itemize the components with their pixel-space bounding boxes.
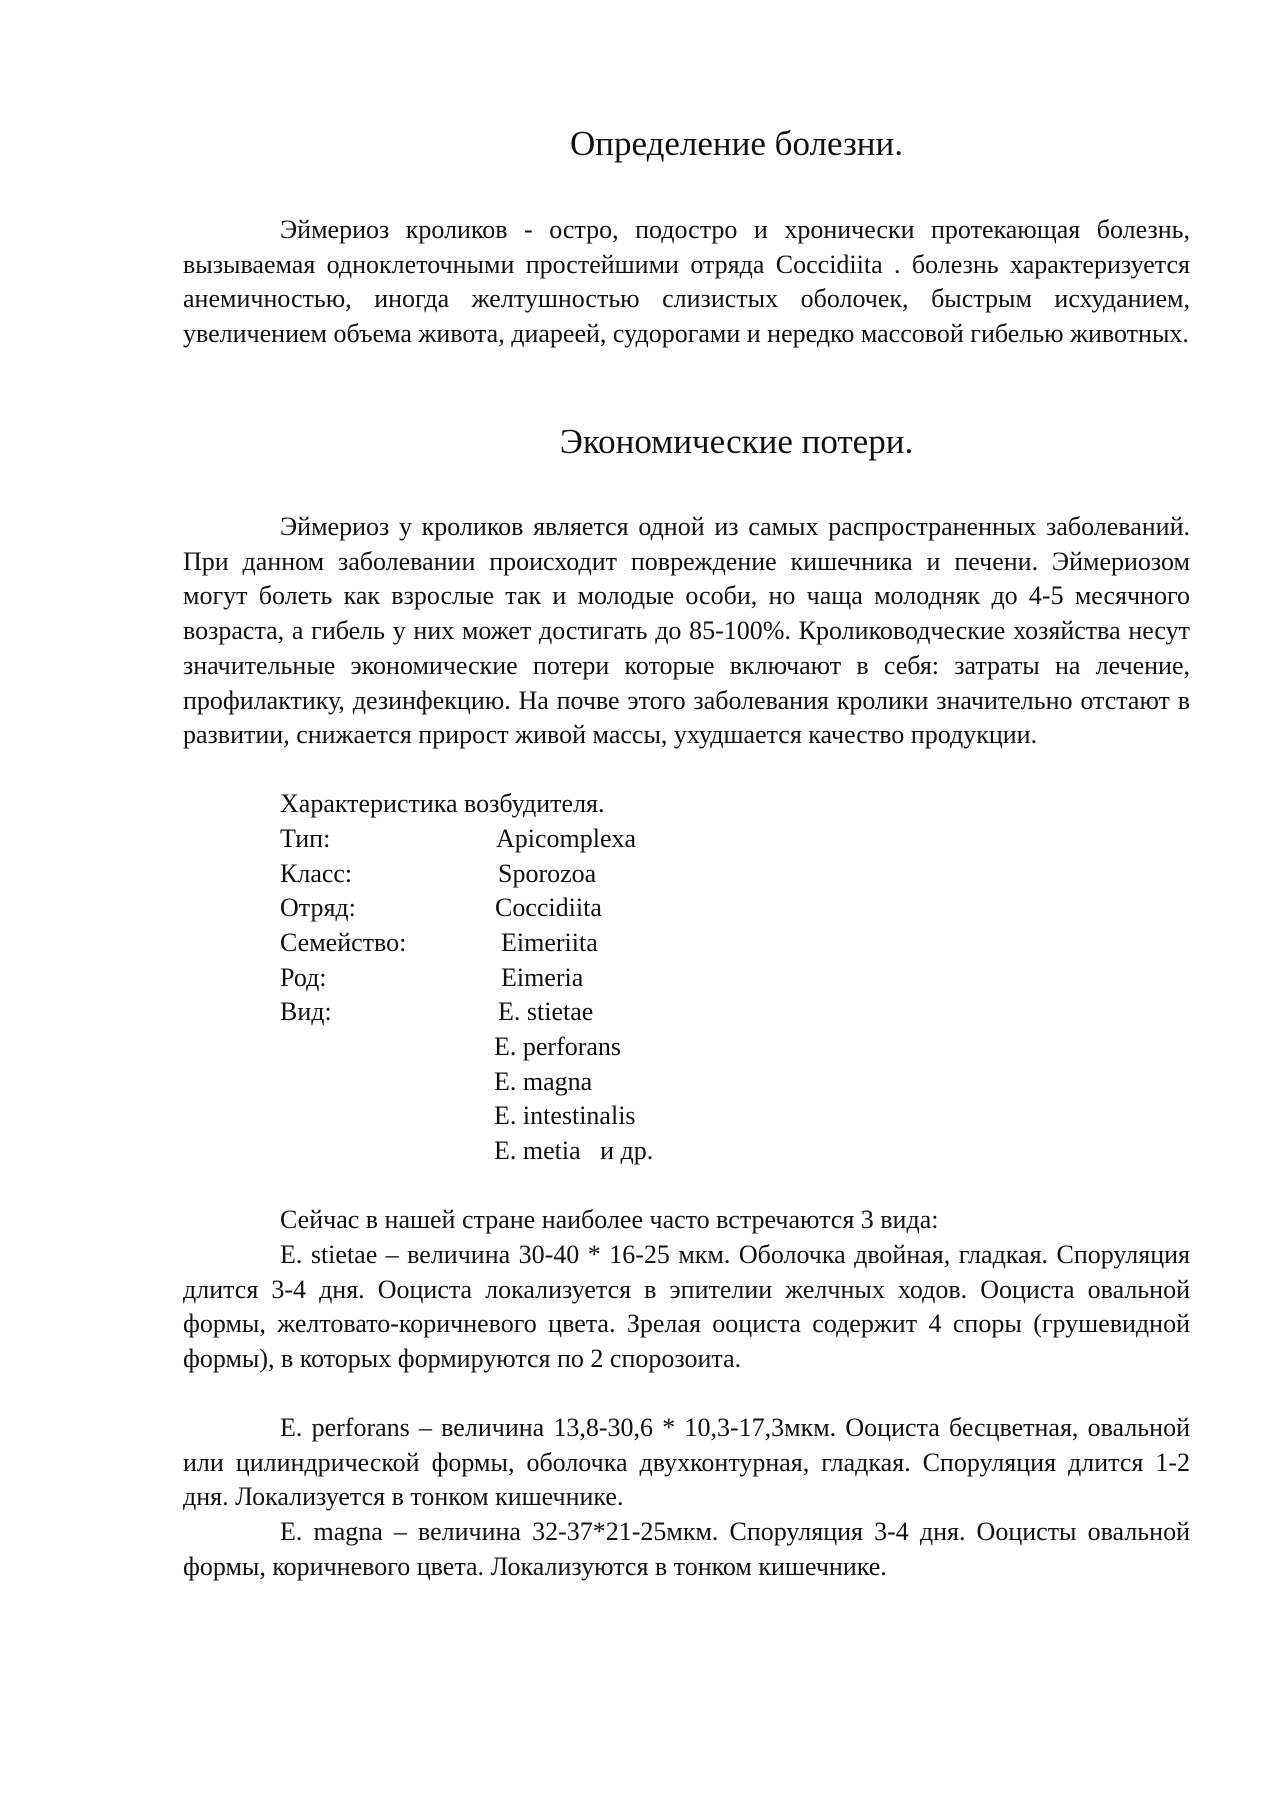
taxonomy-row (280, 1065, 880, 1100)
economic-losses-paragraph (183, 510, 1190, 753)
taxonomy-value: E. intestinalis (494, 1101, 636, 1130)
taxonomy-row (280, 1030, 880, 1065)
taxonomy-label: Отряд: (280, 893, 356, 922)
species-text: E. perforans – величина 13,8-30,6 * 10,3-17,3мкм. Ооциста бесцветная, овальной или цилиндрической формы, оболочка двухконтурная, гладкая. Споруляция длится 1-2 дня. Локализуется в тонком кишечнике. (183, 1413, 1190, 1512)
definition-paragraph (183, 213, 1190, 352)
taxonomy-row (280, 891, 880, 926)
section-heading-definition: Определение болезни. (570, 124, 903, 163)
taxonomy-row (280, 995, 880, 1030)
taxonomy-value: Apicomplexa (496, 824, 637, 853)
taxonomy-value: Eimeria (501, 963, 584, 992)
species-paragraph-stietae (183, 1238, 1190, 1377)
taxonomy-value: E. stietae (498, 997, 594, 1026)
taxonomy-row (280, 857, 880, 892)
taxonomy-row (280, 822, 880, 857)
species-intro: Сейчас в нашей стране наиболее часто встречаются 3 вида: (280, 1205, 939, 1234)
taxonomy-label: Тип: (280, 824, 331, 853)
taxonomy-row (280, 961, 880, 996)
taxonomy-label: Семейство: (280, 928, 407, 957)
taxonomy-value: Sporozoa (498, 859, 597, 888)
economic-losses-text: Эймериоз у кроликов является одной из самых распространенных заболеваний. При данном заболевании происходит повреждение кишечника и печени. Эймериозом могут болеть как взрослые так и молодые особи, но чаща молодняк до 4-5 месячного возраста, а гибель у них может достигать до 85-100%. Кролиководческие хозяйства несут значительные экономические потери которые включают в себя: затраты на лечение, профилактику, дезинфекцию. На почве этого заболевания кролики значительно отстают в развитии, снижается прирост живой массы, ухудшается качество продукции. (183, 512, 1190, 750)
species-text: E. magna – величина 32-37*21-25мкм. Споруляция 3-4 дня. Ооцисты овальной формы, коричневого цвета. Локализуются в тонком кишечнике. (183, 1517, 1190, 1581)
taxonomy-label: Вид: (280, 997, 332, 1026)
taxonomy-row (280, 926, 880, 961)
species-paragraph-magna (183, 1515, 1190, 1584)
taxonomy-value: Coccidiita (495, 893, 602, 922)
species-text: E. stietae – величина 30-40 * 16-25 мкм. Оболочка двойная, гладкая. Споруляция длится 3-4 дня. Ооциста локализуется в эпителии желчных ходов. Ооциста овальной формы, желтовато-коричневого цвета. Зрелая ооциста содержит 4 споры (грушевидной формы), в которых формируются по 2 спорозоита. (183, 1240, 1190, 1374)
section-heading-economic-losses: Экономические потери. (559, 422, 914, 461)
taxonomy-row (280, 1134, 880, 1169)
taxonomy-label: Род: (280, 963, 327, 992)
taxonomy-row (280, 1099, 880, 1134)
species-paragraph-perforans (183, 1411, 1190, 1515)
taxonomy-value: Eimeriita (501, 928, 598, 957)
taxonomy-value: E. perforans (494, 1032, 622, 1061)
taxonomy-label: Класс: (280, 859, 353, 888)
taxonomy-value: E. metia и др. (494, 1136, 654, 1165)
taxonomy-value: E. magna (494, 1067, 593, 1096)
definition-text: Эймериоз кроликов - остро, подостро и хронически протекающая болезнь, вызываемая одноклеточными простейшими отряда Coccidiita . болезнь характеризуется анемичностью, иногда желтушностью слизистых оболочек, быстрым исхуданием, увеличением объема живота, диареей, судорогами и нередко массовой гибелью животных. (183, 215, 1190, 349)
taxonomy-title: Характеристика возбудителя. (280, 789, 605, 818)
